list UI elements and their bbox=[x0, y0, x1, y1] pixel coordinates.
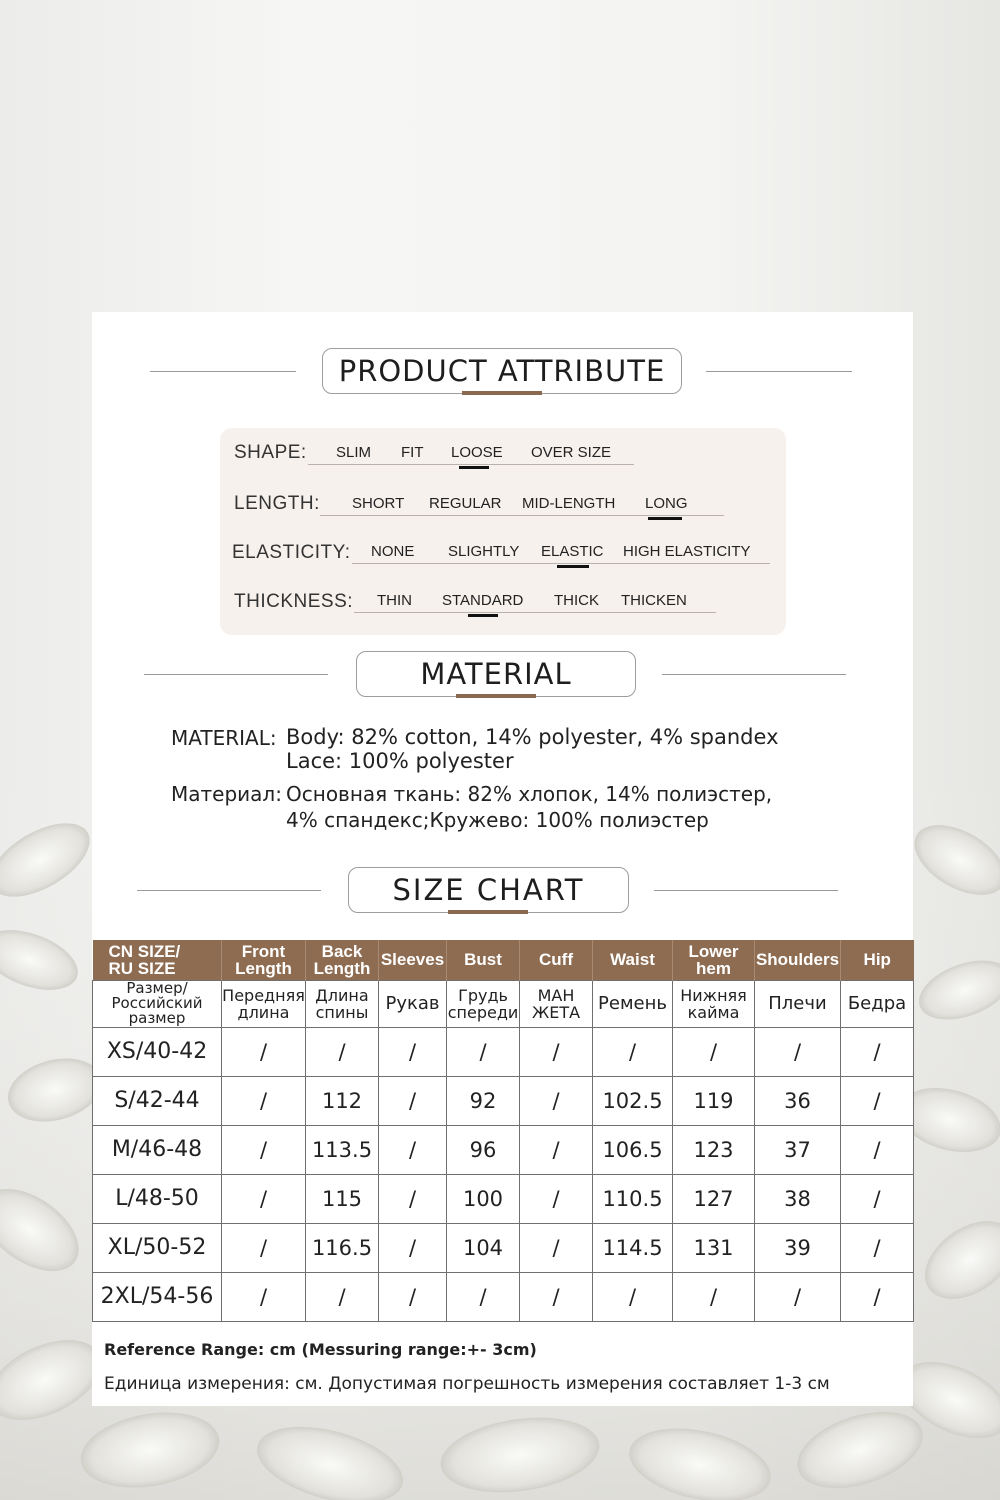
measurement-cell: / bbox=[222, 1027, 306, 1076]
length-option-mid-length: MID-LENGTH bbox=[522, 495, 616, 512]
elasticity-selected-marker bbox=[557, 565, 589, 568]
measurement-cell: 127 bbox=[673, 1174, 755, 1223]
measurement-cell: / bbox=[755, 1272, 841, 1321]
heading-right-rule bbox=[654, 890, 838, 891]
length-option-regular: REGULAR bbox=[429, 495, 502, 512]
product-attribute-title: PRODUCT ATTRIBUTE bbox=[338, 354, 666, 388]
material-heading bbox=[356, 651, 636, 697]
header-bust: Bust bbox=[447, 940, 520, 980]
measurement-cell: / bbox=[520, 1174, 593, 1223]
material-title: MATERIAL bbox=[420, 657, 572, 691]
measurement-cell: / bbox=[841, 1174, 914, 1223]
header-front-length: Front Length bbox=[222, 940, 306, 980]
measurement-cell: / bbox=[841, 1125, 914, 1174]
elasticity-baseline bbox=[352, 563, 770, 564]
elasticity-option-none: NONE bbox=[371, 543, 415, 560]
material-line-en-1: Body: 82% cotton, 14% polyester, 4% spandex bbox=[286, 725, 779, 749]
material-label-en: MATERIAL: bbox=[171, 726, 277, 750]
header-ru-back-length: Длина спины bbox=[306, 980, 379, 1027]
measurement-cell: / bbox=[841, 1272, 914, 1321]
measurement-cell: / bbox=[306, 1272, 379, 1321]
size-chart-heading bbox=[348, 867, 629, 913]
heading-accent-bar bbox=[456, 694, 536, 698]
measurement-cell: 104 bbox=[447, 1223, 520, 1272]
measurement-cell: 131 bbox=[673, 1223, 755, 1272]
measurement-cell: / bbox=[222, 1076, 306, 1125]
elasticity-label: ELASTICITY: bbox=[232, 542, 351, 563]
measurement-cell: / bbox=[520, 1027, 593, 1076]
measurement-cell: / bbox=[379, 1272, 447, 1321]
size-cell: L/48-50 bbox=[93, 1174, 222, 1223]
shape-baseline bbox=[308, 464, 634, 465]
measurement-cell: 112 bbox=[306, 1076, 379, 1125]
shape-option-slim: SLIM bbox=[336, 444, 372, 461]
header-ru-hip: Бедра bbox=[841, 980, 914, 1027]
measurement-cell: / bbox=[755, 1027, 841, 1076]
measurement-cell: 96 bbox=[447, 1125, 520, 1174]
reference-range-note-ru: Единица измерения: см. Допустимая погрешность измерения составляет 1-3 см bbox=[104, 1374, 830, 1394]
shape-option-over-size: OVER SIZE bbox=[531, 444, 612, 461]
header-ru-shoulders: Плечи bbox=[755, 980, 841, 1027]
size-chart-table bbox=[92, 940, 914, 1322]
table-row bbox=[93, 1272, 914, 1321]
header-ru-bust: Грудь спереди bbox=[447, 980, 520, 1027]
size-chart-title: SIZE CHART bbox=[392, 873, 585, 907]
measurement-cell: / bbox=[673, 1027, 755, 1076]
measurement-cell: / bbox=[379, 1125, 447, 1174]
measurement-cell: 39 bbox=[755, 1223, 841, 1272]
measurement-cell: / bbox=[673, 1272, 755, 1321]
measurement-cell: 92 bbox=[447, 1076, 520, 1125]
measurement-cell: / bbox=[520, 1076, 593, 1125]
measurement-cell: 116.5 bbox=[306, 1223, 379, 1272]
length-option-short: SHORT bbox=[352, 495, 405, 512]
heading-right-rule bbox=[706, 371, 852, 372]
size-cell: S/42-44 bbox=[93, 1076, 222, 1125]
material-line-en-2: Lace: 100% polyester bbox=[286, 749, 514, 773]
elasticity-option-slightly: SLIGHTLY bbox=[448, 543, 520, 560]
measurement-cell: / bbox=[379, 1027, 447, 1076]
table-header-row-en bbox=[93, 940, 914, 980]
measurement-cell: / bbox=[222, 1272, 306, 1321]
measurement-cell: 38 bbox=[755, 1174, 841, 1223]
size-rows bbox=[93, 1027, 914, 1321]
measurement-cell: / bbox=[447, 1027, 520, 1076]
reference-range-note: Reference Range: cm (Messuring range:+- 3cm) bbox=[104, 1340, 537, 1359]
material-line-ru-2: 4% спандекс;Кружево: 100% полиэстер bbox=[286, 808, 709, 832]
size-cell: M/46-48 bbox=[93, 1125, 222, 1174]
measurement-cell: / bbox=[222, 1174, 306, 1223]
header-ru-cuff: МАН ЖЕТА bbox=[520, 980, 593, 1027]
thickness-option-thick: THICK bbox=[554, 592, 599, 609]
header-ru-waist: Ремень bbox=[593, 980, 673, 1027]
measurement-cell: / bbox=[306, 1027, 379, 1076]
heading-left-rule bbox=[137, 890, 321, 891]
material-label-ru: Материал: bbox=[171, 782, 282, 806]
product-attribute-heading bbox=[322, 348, 682, 394]
heading-left-rule bbox=[150, 371, 296, 372]
size-cell: XL/50-52 bbox=[93, 1223, 222, 1272]
length-baseline bbox=[320, 515, 724, 516]
thickness-option-thin: THIN bbox=[377, 592, 412, 609]
header-waist: Waist bbox=[593, 940, 673, 980]
header-ru-sleeves: Рукав bbox=[379, 980, 447, 1027]
heading-accent-bar bbox=[448, 910, 528, 914]
measurement-cell: / bbox=[520, 1223, 593, 1272]
measurement-cell: / bbox=[447, 1272, 520, 1321]
measurement-cell: / bbox=[841, 1223, 914, 1272]
measurement-cell: 114.5 bbox=[593, 1223, 673, 1272]
measurement-cell: / bbox=[520, 1125, 593, 1174]
shape-label: SHAPE: bbox=[234, 442, 307, 463]
thickness-label: THICKNESS: bbox=[234, 591, 354, 612]
thickness-baseline bbox=[354, 612, 716, 613]
thickness-option-standard: STANDARD bbox=[442, 592, 524, 609]
shape-option-loose: LOOSE bbox=[451, 444, 503, 461]
elasticity-option-elastic: ELASTIC bbox=[541, 543, 604, 560]
measurement-cell: 115 bbox=[306, 1174, 379, 1223]
table-row bbox=[93, 1223, 914, 1272]
measurement-cell: 123 bbox=[673, 1125, 755, 1174]
header-shoulders: Shoulders bbox=[755, 940, 841, 980]
header-cuff: Cuff bbox=[520, 940, 593, 980]
table-row bbox=[93, 1174, 914, 1223]
product-info-card bbox=[92, 312, 913, 1406]
header-ru-lower-hem: Нижняя кайма bbox=[673, 980, 755, 1027]
length-selected-marker bbox=[648, 517, 682, 520]
header-cn-size: CN SIZE/ RU SIZE bbox=[93, 940, 222, 980]
table-row bbox=[93, 1076, 914, 1125]
measurement-cell: / bbox=[222, 1125, 306, 1174]
heading-accent-bar bbox=[462, 391, 542, 395]
header-lower-hem: Lower hem bbox=[673, 940, 755, 980]
header-ru-front-length: Передняя длина bbox=[222, 980, 306, 1027]
size-cell: XS/40-42 bbox=[93, 1027, 222, 1076]
measurement-cell: 110.5 bbox=[593, 1174, 673, 1223]
measurement-cell: 102.5 bbox=[593, 1076, 673, 1125]
measurement-cell: 106.5 bbox=[593, 1125, 673, 1174]
header-hip: Hip bbox=[841, 940, 914, 980]
material-line-ru-1: Основная ткань: 82% хлопок, 14% полиэстер, bbox=[286, 782, 773, 806]
header-ru-size: Размер/ Российский размер bbox=[93, 980, 222, 1027]
measurement-cell: / bbox=[593, 1272, 673, 1321]
length-label: LENGTH: bbox=[234, 493, 320, 514]
measurement-cell: / bbox=[222, 1223, 306, 1272]
shape-selected-marker bbox=[459, 466, 489, 469]
header-back-length: Back Length bbox=[306, 940, 379, 980]
length-option-long: LONG bbox=[645, 495, 688, 512]
size-cell: 2XL/54-56 bbox=[93, 1272, 222, 1321]
shape-option-fit: FIT bbox=[401, 444, 424, 461]
heading-left-rule bbox=[144, 674, 328, 675]
measurement-cell: 100 bbox=[447, 1174, 520, 1223]
header-sleeves: Sleeves bbox=[379, 940, 447, 980]
measurement-cell: / bbox=[841, 1076, 914, 1125]
measurement-cell: / bbox=[520, 1272, 593, 1321]
measurement-cell: 119 bbox=[673, 1076, 755, 1125]
heading-right-rule bbox=[662, 674, 846, 675]
elasticity-option-high-elasticity: HIGH ELASTICITY bbox=[623, 543, 751, 560]
measurement-cell: / bbox=[379, 1076, 447, 1125]
measurement-cell: 37 bbox=[755, 1125, 841, 1174]
table-row bbox=[93, 1125, 914, 1174]
measurement-cell: / bbox=[379, 1223, 447, 1272]
table-header-row-ru bbox=[93, 980, 914, 1027]
measurement-cell: 113.5 bbox=[306, 1125, 379, 1174]
thickness-selected-marker bbox=[468, 614, 498, 617]
measurement-cell: 36 bbox=[755, 1076, 841, 1125]
thickness-option-thicken: THICKEN bbox=[621, 592, 687, 609]
measurement-cell: / bbox=[841, 1027, 914, 1076]
measurement-cell: / bbox=[593, 1027, 673, 1076]
measurement-cell: / bbox=[379, 1174, 447, 1223]
attribute-panel bbox=[220, 428, 786, 635]
table-row bbox=[93, 1027, 914, 1076]
